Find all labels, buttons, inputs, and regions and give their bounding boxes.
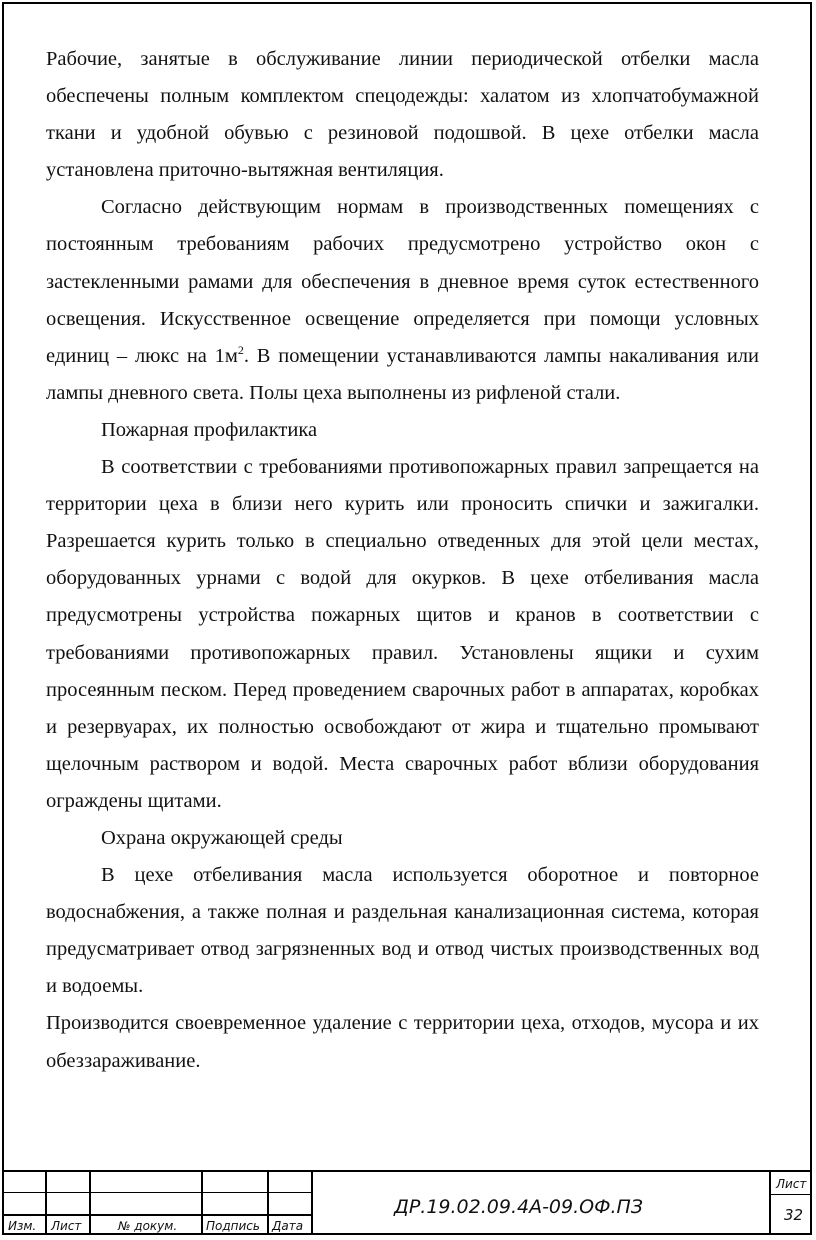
superscript-2: 2 [237, 342, 244, 357]
stamp-col-sign: Подпись [206, 1219, 260, 1233]
paragraph-5: Производится своевременное удаление с территории цеха, отходов, мусора и их обеззараживание. [46, 1012, 759, 1072]
paragraph-2-part-1: Согласно действующим нормам в производственных помещениях с постоянным требованиям рабочих предусмотрено устройство окон с застекленными рамами для обеспечения в дневное время суток естественного освещения. Искусственное освещение определяется при помощи условных единиц – люкс на 1м [46, 196, 759, 367]
page-number: 32 [784, 1206, 804, 1224]
paragraph-1: Рабочие, занятые в обслуживание линии периодической отбелки масла обеспечены полным комплектом спецодежды: халатом из хлопчатобумажной ткани и удобной обувью с резиновой подошвой. В цехе отбелки масла установлена приточно-вытяжная вентиляция. [46, 48, 759, 182]
stamp-sheet-label: Лист [776, 1177, 807, 1191]
paragraph-2 [46, 189, 759, 412]
paragraph-2-part-2: . В помещении устанавливаются лампы накаливания или лампы дневного света. Полы цеха выполнены из рифленой стали. [46, 344, 760, 404]
document-body [46, 41, 759, 1080]
stamp-col-izm: Изм. [8, 1219, 37, 1233]
title-block [2, 1170, 812, 1235]
stamp-col-doc: № докум. [118, 1219, 178, 1233]
section-heading-fire-prevention: Пожарная профилактика [101, 418, 318, 441]
document-code: ДР.19.02.09.4А-09.ОФ.ПЗ [394, 1196, 643, 1218]
stamp-col-list: Лист [51, 1219, 82, 1233]
paragraph-4: В цехе отбеливания масла используется оборотное и повторное водоснабжения, а также полная и раздельная канализационная система, которая предусматривает отвод загрязненных вод и отвод чистых производственных вод и водоемы. [46, 864, 759, 998]
paragraph-3: В соответствии с требованиями противопожарных правил запрещается на территории цеха в близи него курить или проносить спички и зажигалки. Разрешается курить только в специально отведенных для этой цели местах, оборудованных урнами с водой для окурков. В цехе отбеливания масла предусмотрены устройства пожарных щитов и кранов в соответствии с требованиями противопожарных правил. Установлены ящики и сухим просеянным песком. Перед проведением сварочных работ в аппаратах, коробках и резервуарах, их полностью освобождают от жира и тщательно промывают щелочным раствором и водой. Места сварочных работ вблизи оборудования ограждены щитами. [46, 456, 759, 812]
stamp-col-date: Дата [272, 1219, 304, 1233]
section-heading-environment: Охрана окружающей среды [101, 826, 343, 849]
